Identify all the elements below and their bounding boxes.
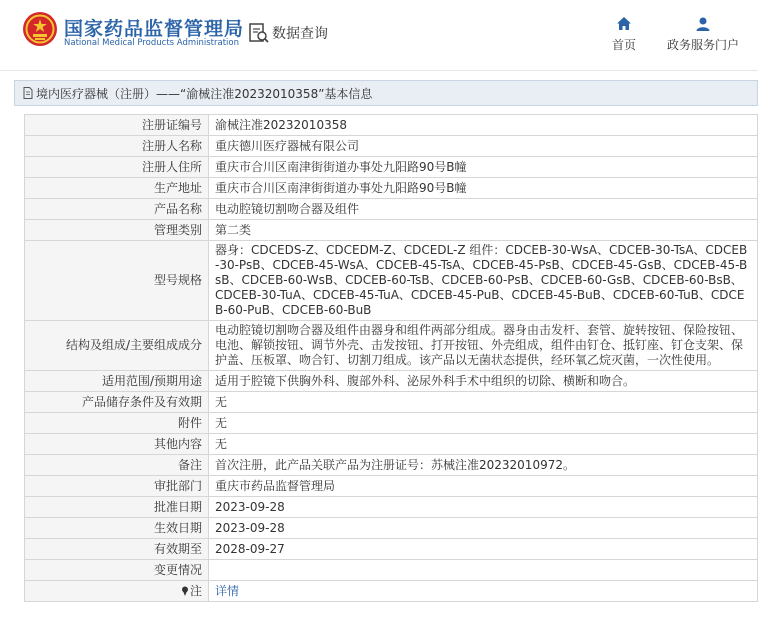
brand-subtitle: National Medical Products Administration bbox=[64, 38, 239, 48]
site-header bbox=[0, 0, 758, 70]
table-row bbox=[25, 115, 758, 136]
row-key: 型号规格 bbox=[25, 241, 209, 321]
row-key: 产品名称 bbox=[25, 199, 209, 220]
detail-table bbox=[24, 114, 758, 602]
table-row bbox=[25, 178, 758, 199]
row-value: 2023-09-28 bbox=[209, 518, 758, 539]
table-row bbox=[25, 560, 758, 581]
table-row bbox=[25, 157, 758, 178]
nav-service-portal[interactable] bbox=[667, 16, 739, 53]
table-row bbox=[25, 455, 758, 476]
row-value: 重庆德川医疗器械有限公司 bbox=[209, 136, 758, 157]
row-value: 重庆市合川区南津街街道办事处九阳路90号B幢 bbox=[209, 157, 758, 178]
row-value: 无 bbox=[209, 392, 758, 413]
details-link[interactable]: 详情 bbox=[215, 583, 240, 598]
header-divider bbox=[0, 70, 758, 71]
record-title: 境内医疗器械（注册）——“渝械注准20232010358”基本信息 bbox=[36, 86, 373, 101]
nav-home-label: 首页 bbox=[612, 38, 637, 52]
table-row bbox=[25, 476, 758, 497]
data-query-link[interactable] bbox=[248, 20, 328, 46]
pin-icon bbox=[181, 586, 189, 596]
row-value: 渝械注准20232010358 bbox=[209, 115, 758, 136]
row-value: 无 bbox=[209, 434, 758, 455]
table-row bbox=[25, 434, 758, 455]
record-title-bar bbox=[14, 80, 758, 106]
data-query-label: 数据查询 bbox=[272, 26, 328, 42]
row-key: 注册证编号 bbox=[25, 115, 209, 136]
row-value: 2023-09-28 bbox=[209, 497, 758, 518]
note-value-cell bbox=[209, 581, 758, 602]
table-row bbox=[25, 321, 758, 371]
table-row bbox=[25, 241, 758, 321]
table-row bbox=[25, 199, 758, 220]
data-search-icon bbox=[248, 22, 270, 44]
row-key: 批准日期 bbox=[25, 497, 209, 518]
row-key: 适用范围/预期用途 bbox=[25, 371, 209, 392]
row-value bbox=[209, 560, 758, 581]
table-row bbox=[25, 371, 758, 392]
table-row bbox=[25, 220, 758, 241]
note-key-cell bbox=[25, 581, 209, 602]
table-row bbox=[25, 539, 758, 560]
row-key: 审批部门 bbox=[25, 476, 209, 497]
row-value: 适用于腔镜下供胸外科、腹部外科、泌尿外科手术中组织的切除、横断和吻合。 bbox=[209, 371, 758, 392]
row-key: 注册人住所 bbox=[25, 157, 209, 178]
nav-service-portal-label: 政务服务门户 bbox=[667, 38, 740, 52]
brand-title: 国家药品监督管理局 bbox=[64, 18, 245, 40]
row-value: 电动腔镜切割吻合器及组件由器身和组件两部分组成。器身由击发杆、套管、旋转按钮、保险按钮、电池、解锁按钮、调节外壳、击发按钮、打开按钮、外壳组成，组件由钉仓、抵钉座、钉仓支架、保护盖、压板罩、吻合钉、切割刀组成。该产品以无菌状态提供，经环氧乙烷灭菌，一次性使用。 bbox=[209, 321, 758, 371]
table-row bbox=[25, 518, 758, 539]
row-key: 有效期至 bbox=[25, 539, 209, 560]
row-value: 无 bbox=[209, 413, 758, 434]
row-value: 重庆市合川区南津街街道办事处九阳路90号B幢 bbox=[209, 178, 758, 199]
document-icon bbox=[23, 87, 33, 99]
home-icon bbox=[616, 16, 632, 32]
row-value: 器身：CDCEDS-Z、CDCEDM-Z、CDCEDL-Z 组件：CDCEB-30-WsA、CDCEB-30-TsA、CDCEB-30-PsB、CDCEB-45-WsA、CDCEB-45-TsA、CDCEB-45-PsB、CDCEB-45-GsB、CDCEB-45-BsB、CDCEB-60-WsB、CDCEB-60-TsB、CDCEB-60-PsB、CDCEB-60-GsB、CDCEB-60-BsB、CDCEB-30-TuA、CDCEB-45-TuA、CDCEB-45-PuB、CDCEB-45-BuB、CDCEB-60-TuB、CDCEB-60-PuB、CDCEB-60-BuB bbox=[209, 241, 758, 321]
row-key: 备注 bbox=[25, 455, 209, 476]
row-value: 电动腔镜切割吻合器及组件 bbox=[209, 199, 758, 220]
national-emblem-icon bbox=[22, 11, 58, 47]
row-value: 2028-09-27 bbox=[209, 539, 758, 560]
row-key: 管理类别 bbox=[25, 220, 209, 241]
nav-home[interactable] bbox=[612, 16, 636, 53]
table-row bbox=[25, 497, 758, 518]
row-key: 附件 bbox=[25, 413, 209, 434]
row-key: 生产地址 bbox=[25, 178, 209, 199]
row-key: 注册人名称 bbox=[25, 136, 209, 157]
row-key: 产品储存条件及有效期 bbox=[25, 392, 209, 413]
row-key: 生效日期 bbox=[25, 518, 209, 539]
row-key: 其他内容 bbox=[25, 434, 209, 455]
row-value: 重庆市药品监督管理局 bbox=[209, 476, 758, 497]
table-row-note bbox=[25, 581, 758, 602]
row-value: 第二类 bbox=[209, 220, 758, 241]
table-row bbox=[25, 136, 758, 157]
user-icon bbox=[695, 16, 711, 32]
table-row bbox=[25, 413, 758, 434]
row-key: 变更情况 bbox=[25, 560, 209, 581]
row-value: 首次注册，此产品关联产品为注册证号：苏械注准20232010972。 bbox=[209, 455, 758, 476]
row-key: 结构及组成/主要组成成分 bbox=[25, 321, 209, 371]
table-row bbox=[25, 392, 758, 413]
note-key: 注 bbox=[189, 583, 202, 598]
